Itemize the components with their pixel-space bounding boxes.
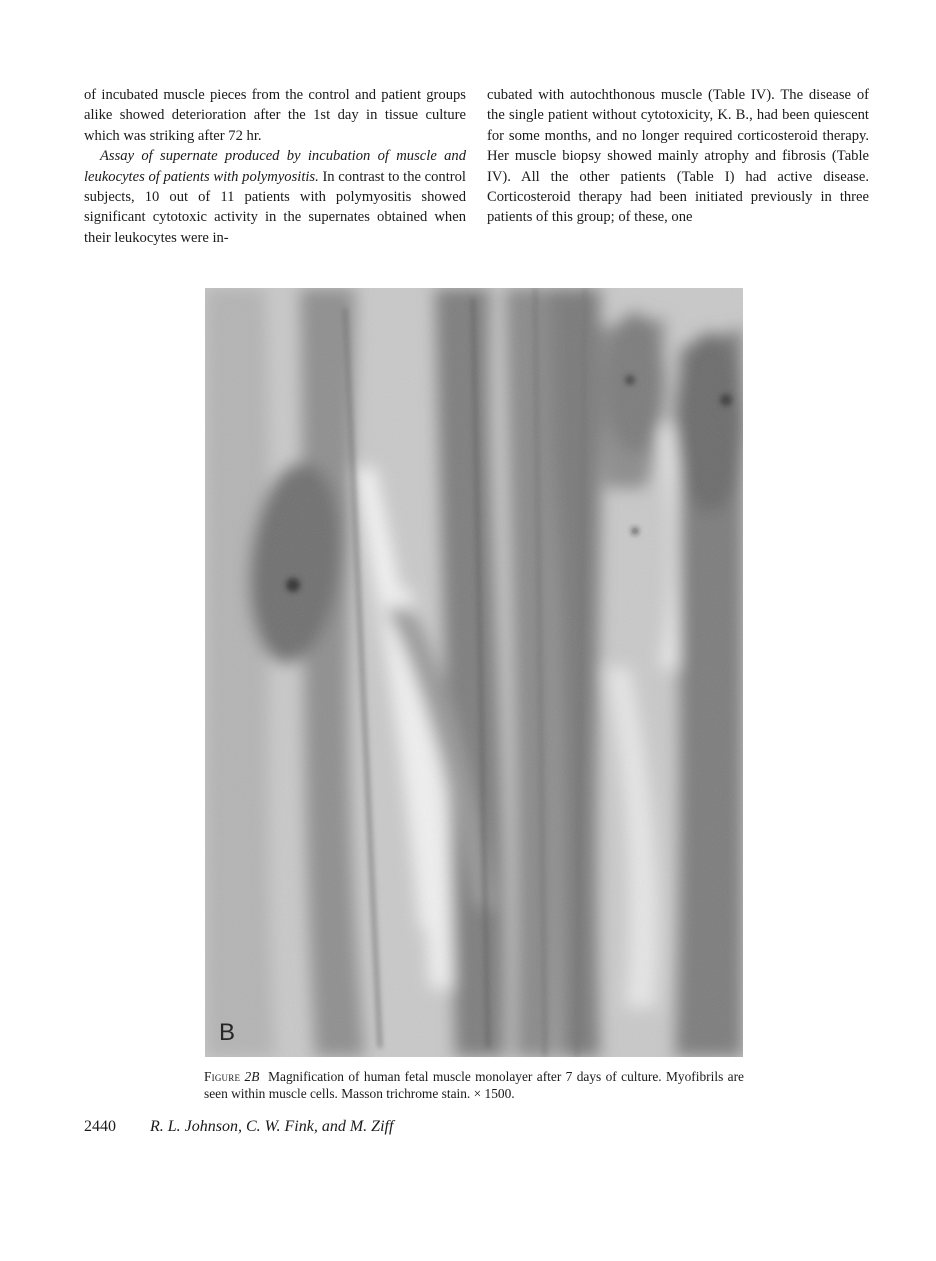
caption-text: Magnification of human fetal muscle monolayer after 7 days of culture. Myofibrils are seen within muscle cells. Masson trichrome stain. × 1500. <box>204 1069 744 1101</box>
page-footer <box>84 1118 393 1136</box>
left-column <box>84 85 466 248</box>
page-number: 2440 <box>84 1118 116 1135</box>
run-in-heading: Assay of supernate produced by incubation of muscle and leukocytes of patients with polymyositis. <box>84 148 466 185</box>
caption-number: 2B <box>244 1069 260 1084</box>
caption-label: Figure <box>204 1069 241 1084</box>
panel-letter: B <box>219 1019 236 1046</box>
left-paragraph-2-body: In contrast to the control subjects, 10 out of 11 patients with polymyositis showed significant cytotoxic activity in the supernates obtained when their leukocytes were in- <box>84 168 466 246</box>
micrograph-figure <box>205 288 743 1057</box>
right-column <box>487 85 869 228</box>
left-paragraph-2 <box>84 146 466 248</box>
micrograph-image <box>205 288 743 1057</box>
left-paragraph-1: of incubated muscle pieces from the control and patient groups alike showed deterioration after the 1st day in tissue culture which was striking after 72 hr. <box>84 87 466 144</box>
right-paragraph: cubated with autochthonous muscle (Table IV). The disease of the single patient without cytotoxicity, K. B., had been quiescent for some months, and no longer required corticosteroid therapy. Her muscle biopsy showed mainly atrophy and fibrosis (Table IV). All the other patients (Table I) had active disease. Corticosteroid therapy had been initiated previously in three patients of this group; of these, one <box>487 87 869 226</box>
running-authors: R. L. Johnson, C. W. Fink, and M. Ziff <box>150 1118 394 1135</box>
figure-caption <box>204 1068 744 1102</box>
